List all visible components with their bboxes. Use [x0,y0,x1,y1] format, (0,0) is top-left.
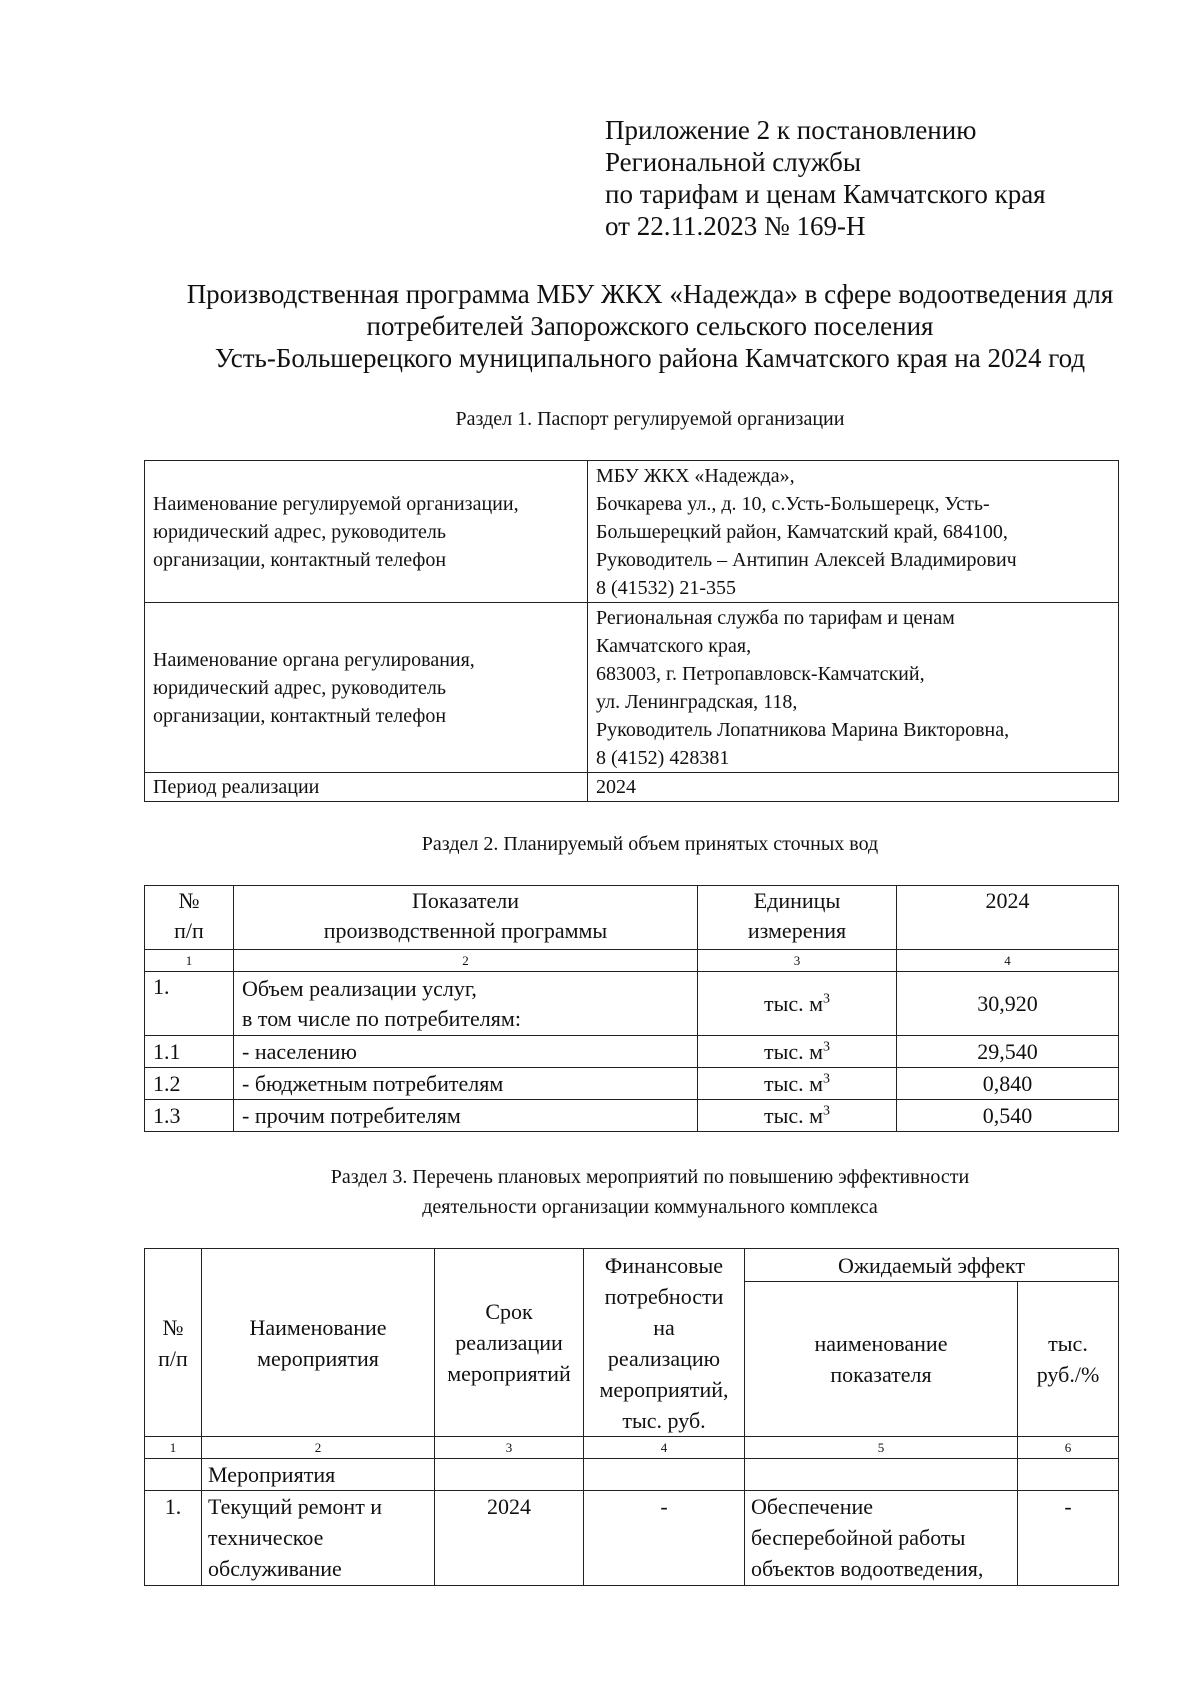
column-numbers-row [145,950,1119,972]
row-effect-name: Обеспечение бесперебойной работы объектов водоотведения, [745,1491,1018,1586]
passport-value: Региональная служба по тарифам и ценам Камчатского края, 683003, г. Петропавловск-Камчатский, ул. Ленинградская, 118, Руководитель Лопатникова Марина Викторовна, 8 (4152) 428381 [588,603,1119,773]
title-line: Усть-Большерецкого муниципального района Камчатского края на 2024 год [214,343,1086,373]
table-row [145,1100,1119,1132]
row-num: 1. [145,972,234,1036]
header-num: № п/п [145,886,234,950]
column-number: 6 [1018,1437,1119,1459]
document-title [100,278,1200,374]
passport-label: Наименование регулируемой организации, юридический адрес, руководитель организации, контактный телефон [145,461,588,603]
row-effect-value: - [1018,1491,1119,1586]
appendix-line: по тарифам и ценам Камчатского края [605,179,1046,209]
column-number: 1 [145,1437,202,1459]
appendix-header [605,114,1046,242]
column-number: 4 [897,950,1119,972]
empty-cell [1018,1459,1119,1491]
table-row [145,1036,1119,1068]
column-number: 5 [745,1437,1018,1459]
table-row [145,1491,1119,1586]
empty-cell [435,1459,584,1491]
appendix-line: Приложение 2 к постановлению [605,115,977,145]
header-year: 2024 [897,886,1119,950]
header-finance: Финансовые потребности на реализацию мероприятий, тыс. руб. [584,1249,745,1437]
row-name: - населению [234,1036,698,1068]
section3-caption [100,1162,1200,1222]
row-value: 29,540 [897,1036,1119,1068]
row-name: Текущий ремонт и техническое обслуживание [202,1491,435,1586]
row-name: - прочим потребителям [234,1100,698,1132]
row-num: 1.2 [145,1068,234,1100]
caption-line: деятельности организации коммунального комплекса [422,1196,878,1218]
row-unit: тыс. $м^3$ [698,972,897,1036]
empty-cell [145,1459,202,1491]
header-effect-value: тыс. руб./% [1018,1282,1119,1437]
appendix-line: Региональной службы [605,147,862,177]
row-name: Объем реализации услуг, в том числе по потребителям: [234,972,698,1036]
row-num: 1.1 [145,1036,234,1068]
column-number: 2 [202,1437,435,1459]
passport-value: МБУ ЖКХ «Надежда», Бочкарева ул., д. 10, с.Усть-Большерецк, Усть- Большерецкий район, Камчатский край, 684100, Руководитель – Антипин Алексей Владимирович 8 (41532) 21-355 [588,461,1119,603]
row-unit: тыс. $м^3$ [698,1036,897,1068]
passport-label: Наименование органа регулирования, юридический адрес, руководитель организации, контактный телефон [145,603,588,773]
row-value: 0,540 [897,1100,1119,1132]
column-number: 2 [234,950,698,972]
row-unit: тыс. $м^3$ [698,1100,897,1132]
empty-cell [745,1459,1018,1491]
table-header-row [145,886,1119,950]
table-row [145,773,1119,802]
header-term: Срок реализации мероприятий [435,1249,584,1437]
row-num: 1.3 [145,1100,234,1132]
measures-table [144,1248,1119,1586]
header-num: № п/п [145,1249,202,1437]
header-name: Наименование мероприятия [202,1249,435,1437]
empty-cell [584,1459,745,1491]
group-row [145,1459,1119,1491]
table-row [145,972,1119,1036]
header-effect-name: наименование показателя [745,1282,1018,1437]
row-term: 2024 [435,1491,584,1586]
passport-value: 2024 [588,773,1119,802]
section2-caption: Раздел 2. Планируемый объем принятых сточных вод [421,833,879,855]
header-indicator: Показатели производственной программы [234,886,698,950]
passport-table [144,460,1119,802]
row-num: 1. [145,1491,202,1586]
volume-table [144,885,1119,1132]
column-number: 3 [435,1437,584,1459]
row-value: 30,920 [897,972,1119,1036]
column-number: 3 [698,950,897,972]
row-value: 0,840 [897,1068,1119,1100]
header-effect: Ожидаемый эффект [745,1249,1119,1282]
caption-line: Раздел 3. Перечень плановых мероприятий по повышению эффективности [330,1166,970,1188]
row-unit: тыс. $м^3$ [698,1068,897,1100]
group-label: Мероприятия [202,1459,435,1491]
table-header-row [145,1249,1119,1282]
table-row [145,603,1119,773]
appendix-line: от 22.11.2023 № 169-Н [605,211,866,241]
section1-caption: Раздел 1. Паспорт регулируемой организации [455,408,845,430]
passport-label: Период реализации [145,773,588,802]
table-row [145,461,1119,603]
column-number: 4 [584,1437,745,1459]
header-unit: Единицы измерения [698,886,897,950]
title-line: потребителей Запорожского сельского поселения [366,311,934,341]
title-line: Производственная программа МБУ ЖКХ «Надежда» в сфере водоотведения для [186,279,1114,309]
row-finance: - [584,1491,745,1586]
column-numbers-row [145,1437,1119,1459]
column-number: 1 [145,950,234,972]
table-row [145,1068,1119,1100]
row-name: - бюджетным потребителям [234,1068,698,1100]
